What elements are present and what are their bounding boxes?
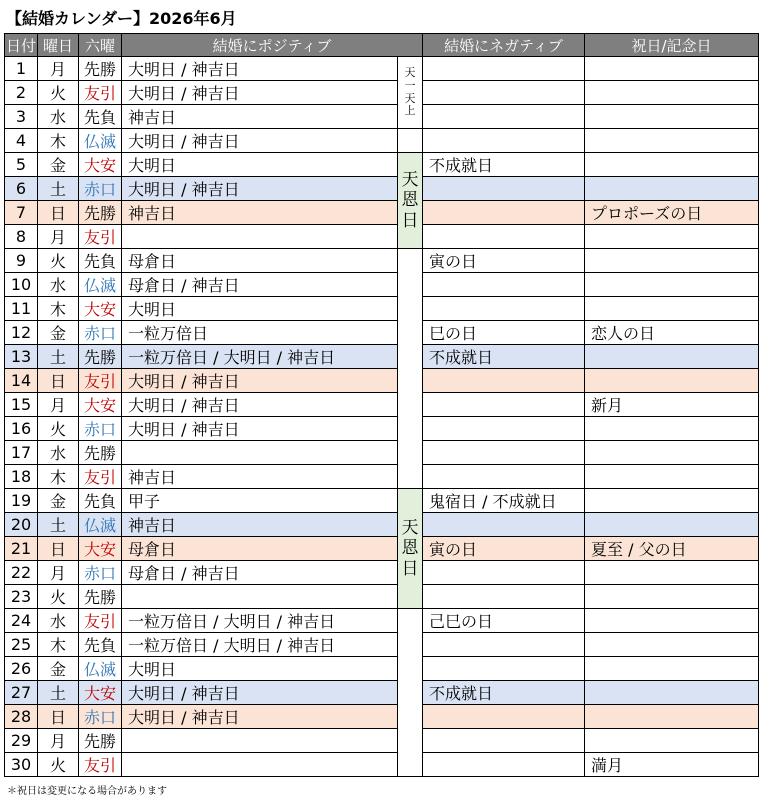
holiday-cell [585, 57, 759, 81]
table-row [5, 345, 759, 369]
holiday-cell [585, 225, 759, 249]
holiday-cell [585, 345, 759, 369]
positive-cell: 神吉日 [122, 513, 398, 537]
table-row [5, 273, 759, 297]
day-cell: 16 [5, 417, 38, 441]
rokuyo-cell: 先勝 [79, 441, 122, 465]
holiday-cell [585, 585, 759, 609]
tenon-cell [398, 57, 423, 129]
table-row [5, 681, 759, 705]
negative-cell [423, 57, 585, 81]
negative-cell: 寅の日 [423, 537, 585, 561]
rokuyo-cell: 赤口 [79, 177, 122, 201]
weekday-cell: 火 [38, 585, 79, 609]
rokuyo-cell: 大安 [79, 297, 122, 321]
negative-cell [423, 369, 585, 393]
holiday-cell [585, 273, 759, 297]
weekday-cell: 土 [38, 345, 79, 369]
day-cell: 25 [5, 633, 38, 657]
tenon-label: 天 一 天 上 [404, 65, 416, 118]
negative-cell: 寅の日 [423, 249, 585, 273]
day-cell: 28 [5, 705, 38, 729]
holiday-cell [585, 729, 759, 753]
weekday-cell: 木 [38, 465, 79, 489]
weekday-cell: 木 [38, 633, 79, 657]
day-cell: 27 [5, 681, 38, 705]
weekday-cell: 月 [38, 393, 79, 417]
negative-cell [423, 561, 585, 585]
table-row [5, 393, 759, 417]
negative-cell: 巳の日 [423, 321, 585, 345]
day-cell: 2 [5, 81, 38, 105]
table-row [5, 513, 759, 537]
positive-cell [122, 441, 398, 465]
positive-cell: 大明日 [122, 657, 398, 681]
positive-cell: 母倉日 [122, 537, 398, 561]
negative-cell [423, 201, 585, 225]
day-cell: 13 [5, 345, 38, 369]
positive-cell: 一粒万倍日 [122, 321, 398, 345]
day-cell: 23 [5, 585, 38, 609]
weekday-cell: 金 [38, 153, 79, 177]
weekday-cell: 土 [38, 513, 79, 537]
day-cell: 17 [5, 441, 38, 465]
header-row [5, 34, 759, 57]
day-cell: 11 [5, 297, 38, 321]
weekday-cell: 日 [38, 705, 79, 729]
holiday-cell [585, 417, 759, 441]
negative-cell [423, 465, 585, 489]
negative-cell [423, 81, 585, 105]
holiday-cell [585, 129, 759, 153]
table-row [5, 129, 759, 153]
negative-cell [423, 705, 585, 729]
rokuyo-cell: 先勝 [79, 585, 122, 609]
rokuyo-cell: 仏滅 [79, 129, 122, 153]
weekday-cell: 金 [38, 489, 79, 513]
weekday-cell: 日 [38, 369, 79, 393]
positive-cell: 神吉日 [122, 465, 398, 489]
day-cell: 12 [5, 321, 38, 345]
day-cell: 7 [5, 201, 38, 225]
weekday-cell: 月 [38, 57, 79, 81]
rokuyo-cell: 友引 [79, 465, 122, 489]
day-cell: 26 [5, 657, 38, 681]
header-negative: 結婚にネガティブ [423, 34, 585, 57]
weekday-cell: 火 [38, 81, 79, 105]
holiday-cell: 新月 [585, 393, 759, 417]
weekday-cell: 土 [38, 681, 79, 705]
day-cell: 29 [5, 729, 38, 753]
rokuyo-cell: 赤口 [79, 705, 122, 729]
table-row [5, 249, 759, 273]
negative-cell: 不成就日 [423, 345, 585, 369]
positive-cell [122, 753, 398, 777]
holiday-cell [585, 489, 759, 513]
tenon-cell [398, 249, 423, 489]
table-row [5, 585, 759, 609]
negative-cell [423, 753, 585, 777]
header-rokuyo: 六曜 [79, 34, 122, 57]
weekday-cell: 木 [38, 297, 79, 321]
negative-cell [423, 585, 585, 609]
day-cell: 6 [5, 177, 38, 201]
weekday-cell: 土 [38, 177, 79, 201]
day-cell: 21 [5, 537, 38, 561]
weekday-cell: 火 [38, 249, 79, 273]
rokuyo-cell: 先勝 [79, 345, 122, 369]
wedding-calendar-table [4, 33, 759, 777]
rokuyo-cell: 先負 [79, 633, 122, 657]
holiday-cell [585, 465, 759, 489]
table-row [5, 729, 759, 753]
table-row [5, 57, 759, 81]
rokuyo-cell: 友引 [79, 225, 122, 249]
header-holiday: 祝日/記念日 [585, 34, 759, 57]
holiday-cell [585, 705, 759, 729]
page-title: 【結婚カレンダー】2026年6月 [6, 9, 237, 28]
day-cell: 1 [5, 57, 38, 81]
table-row [5, 705, 759, 729]
rokuyo-cell: 先勝 [79, 201, 122, 225]
holiday-cell [585, 441, 759, 465]
day-cell: 15 [5, 393, 38, 417]
holiday-cell [585, 369, 759, 393]
negative-cell: 鬼宿日 / 不成就日 [423, 489, 585, 513]
table-row [5, 369, 759, 393]
rokuyo-cell: 先負 [79, 105, 122, 129]
holiday-cell: 満月 [585, 753, 759, 777]
rokuyo-cell: 先勝 [79, 57, 122, 81]
tenon-cell [398, 489, 423, 609]
day-cell: 22 [5, 561, 38, 585]
header-date: 日付 [5, 34, 38, 57]
negative-cell: 不成就日 [423, 153, 585, 177]
table-row [5, 537, 759, 561]
rokuyo-cell: 大安 [79, 537, 122, 561]
rokuyo-cell: 先負 [79, 489, 122, 513]
negative-cell [423, 513, 585, 537]
day-cell: 8 [5, 225, 38, 249]
weekday-cell: 金 [38, 657, 79, 681]
tenon-label: 天 恩 日 [401, 170, 419, 231]
negative-cell [423, 417, 585, 441]
negative-cell: 不成就日 [423, 681, 585, 705]
rokuyo-cell: 大安 [79, 153, 122, 177]
holiday-cell: 恋人の日 [585, 321, 759, 345]
negative-cell [423, 105, 585, 129]
table-row [5, 153, 759, 177]
day-cell: 14 [5, 369, 38, 393]
negative-cell [423, 225, 585, 249]
weekday-cell: 月 [38, 561, 79, 585]
rokuyo-cell: 友引 [79, 753, 122, 777]
day-cell: 4 [5, 129, 38, 153]
day-cell: 10 [5, 273, 38, 297]
positive-cell: 母倉日 / 神吉日 [122, 273, 398, 297]
positive-cell: 一粒万倍日 / 大明日 / 神吉日 [122, 609, 398, 633]
weekday-cell: 金 [38, 321, 79, 345]
positive-cell: 大明日 / 神吉日 [122, 57, 398, 81]
rokuyo-cell: 友引 [79, 369, 122, 393]
positive-cell: 母倉日 [122, 249, 398, 273]
holiday-cell [585, 249, 759, 273]
holiday-cell [585, 297, 759, 321]
positive-cell: 甲子 [122, 489, 398, 513]
weekday-cell: 水 [38, 273, 79, 297]
holiday-cell [585, 81, 759, 105]
holiday-cell [585, 177, 759, 201]
weekday-cell: 水 [38, 105, 79, 129]
table-row [5, 177, 759, 201]
rokuyo-cell: 大安 [79, 393, 122, 417]
table-row [5, 489, 759, 513]
table-row [5, 561, 759, 585]
table-row [5, 321, 759, 345]
positive-cell: 一粒万倍日 / 大明日 / 神吉日 [122, 633, 398, 657]
day-cell: 18 [5, 465, 38, 489]
holiday-cell [585, 681, 759, 705]
table-row [5, 297, 759, 321]
positive-cell: 大明日 / 神吉日 [122, 129, 398, 153]
rokuyo-cell: 仏滅 [79, 513, 122, 537]
negative-cell: 己巳の日 [423, 609, 585, 633]
tenon-cell [398, 129, 423, 153]
negative-cell [423, 441, 585, 465]
weekday-cell: 水 [38, 441, 79, 465]
rokuyo-cell: 赤口 [79, 321, 122, 345]
weekday-cell: 火 [38, 417, 79, 441]
holiday-cell [585, 153, 759, 177]
negative-cell [423, 729, 585, 753]
table-row [5, 657, 759, 681]
rokuyo-cell: 赤口 [79, 561, 122, 585]
table-row [5, 225, 759, 249]
holiday-cell [585, 561, 759, 585]
negative-cell [423, 273, 585, 297]
positive-cell: 一粒万倍日 / 大明日 / 神吉日 [122, 345, 398, 369]
rokuyo-cell: 友引 [79, 81, 122, 105]
positive-cell [122, 225, 398, 249]
rokuyo-cell: 大安 [79, 681, 122, 705]
day-cell: 19 [5, 489, 38, 513]
holiday-cell [585, 513, 759, 537]
positive-cell [122, 585, 398, 609]
positive-cell [122, 729, 398, 753]
tenon-cell [398, 153, 423, 249]
weekday-cell: 日 [38, 201, 79, 225]
weekday-cell: 日 [38, 537, 79, 561]
rokuyo-cell: 先勝 [79, 729, 122, 753]
table-row [5, 417, 759, 441]
positive-cell: 神吉日 [122, 105, 398, 129]
weekday-cell: 月 [38, 729, 79, 753]
header-weekday: 曜日 [38, 34, 79, 57]
negative-cell [423, 393, 585, 417]
rokuyo-cell: 仏滅 [79, 657, 122, 681]
holiday-cell [585, 105, 759, 129]
positive-cell: 大明日 [122, 153, 398, 177]
negative-cell [423, 177, 585, 201]
weekday-cell: 月 [38, 225, 79, 249]
day-cell: 5 [5, 153, 38, 177]
holiday-cell [585, 609, 759, 633]
positive-cell: 母倉日 / 神吉日 [122, 561, 398, 585]
rokuyo-cell: 仏滅 [79, 273, 122, 297]
rokuyo-cell: 先負 [79, 249, 122, 273]
tenon-cell [398, 609, 423, 777]
holiday-cell [585, 633, 759, 657]
tenon-label: 天 恩 日 [401, 518, 419, 579]
day-cell: 3 [5, 105, 38, 129]
holiday-cell: プロポーズの日 [585, 201, 759, 225]
negative-cell [423, 633, 585, 657]
negative-cell [423, 129, 585, 153]
positive-cell: 大明日 / 神吉日 [122, 81, 398, 105]
negative-cell [423, 657, 585, 681]
table-row [5, 609, 759, 633]
rokuyo-cell: 友引 [79, 609, 122, 633]
day-cell: 30 [5, 753, 38, 777]
positive-cell: 大明日 / 神吉日 [122, 681, 398, 705]
weekday-cell: 火 [38, 753, 79, 777]
footnote: ＊祝日は変更になる場合があります [7, 786, 167, 797]
weekday-cell: 木 [38, 129, 79, 153]
positive-cell: 大明日 / 神吉日 [122, 417, 398, 441]
day-cell: 9 [5, 249, 38, 273]
table-row [5, 201, 759, 225]
table-row [5, 441, 759, 465]
positive-cell: 大明日 / 神吉日 [122, 393, 398, 417]
day-cell: 24 [5, 609, 38, 633]
positive-cell: 大明日 [122, 297, 398, 321]
rokuyo-cell: 赤口 [79, 417, 122, 441]
calendar-body [5, 57, 759, 777]
table-row [5, 753, 759, 777]
day-cell: 20 [5, 513, 38, 537]
negative-cell [423, 297, 585, 321]
weekday-cell: 水 [38, 609, 79, 633]
table-row [5, 81, 759, 105]
positive-cell: 大明日 / 神吉日 [122, 369, 398, 393]
table-row [5, 105, 759, 129]
holiday-cell [585, 657, 759, 681]
positive-cell: 大明日 / 神吉日 [122, 705, 398, 729]
header-positive: 結婚にポジティブ [122, 34, 423, 57]
positive-cell: 神吉日 [122, 201, 398, 225]
table-row [5, 465, 759, 489]
table-row [5, 633, 759, 657]
holiday-cell: 夏至 / 父の日 [585, 537, 759, 561]
positive-cell: 大明日 / 神吉日 [122, 177, 398, 201]
